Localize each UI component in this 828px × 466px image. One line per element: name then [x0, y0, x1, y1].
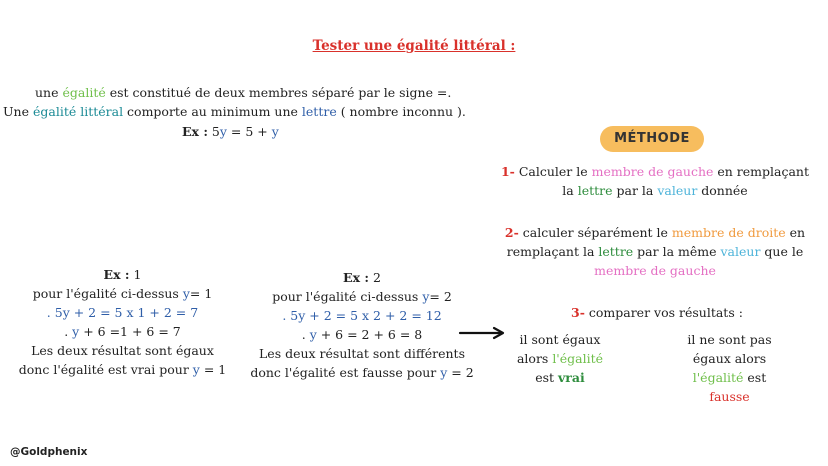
keyword-membre-gauche: membre de gauche: [591, 164, 714, 179]
text: .: [64, 324, 73, 339]
variable-y: y: [182, 286, 190, 301]
text: est: [535, 370, 559, 385]
author-signature: @Goldphenix: [10, 446, 88, 458]
text: par la: [612, 183, 658, 198]
method-step-2: [500, 223, 810, 280]
text: 5: [207, 124, 220, 139]
method-step-1: [500, 162, 810, 200]
keyword-fausse: fausse: [709, 389, 750, 404]
step-number: 3-: [571, 305, 585, 320]
keyword-egalite-litteral: égalité littéral: [32, 104, 124, 119]
text: Les deux résultat sont égaux: [31, 343, 214, 358]
methode-badge: MÉTHODE: [600, 126, 704, 152]
keyword-lettre: lettre: [577, 183, 613, 198]
keyword-lettre: lettre: [598, 244, 634, 259]
intro-line-2: [3, 102, 466, 121]
result-true: [505, 330, 615, 387]
result-false: [672, 330, 787, 406]
keyword-membre-gauche: membre de gauche: [594, 263, 716, 278]
variable-y: y: [271, 124, 279, 139]
keyword-valeur: valeur: [720, 244, 761, 259]
intro-line-1: [35, 83, 451, 102]
step-number: 2-: [504, 225, 519, 240]
method-step-3: [571, 303, 743, 322]
keyword-valeur: valeur: [657, 183, 698, 198]
keyword-egalite: égalité: [62, 85, 106, 100]
example-2: [247, 268, 477, 382]
text: en remplaçant: [713, 164, 810, 179]
variable-y: y: [440, 365, 448, 380]
keyword-membre-droite: membre de droite: [671, 225, 786, 240]
text: est constitué de deux membres séparé par le signe =.: [105, 85, 452, 100]
text: comporte au minimum une: [123, 104, 302, 119]
text: .: [301, 327, 310, 342]
text: pour l'égalité ci-dessus: [272, 289, 423, 304]
keyword-vrai: vrai: [558, 370, 585, 385]
variable-y: y: [72, 324, 80, 339]
text: = 2: [429, 289, 452, 304]
text: alors: [516, 351, 553, 366]
text: ( nombre inconnu ).: [336, 104, 466, 119]
text: donnée: [697, 183, 748, 198]
keyword-egalite: l'égalité: [552, 351, 604, 366]
text: il sont égaux: [519, 332, 601, 347]
page-title: Tester une égalité littéral :: [312, 38, 516, 54]
variable-y: y: [309, 327, 317, 342]
text: remplaçant la: [506, 244, 599, 259]
text: la: [562, 183, 578, 198]
variable-y: y: [219, 124, 227, 139]
example-label: Ex :: [182, 124, 208, 139]
left-member-calc: . 5y + 2 = 5 x 2 + 2 = 12: [282, 308, 442, 323]
text: Les deux résultat sont différents: [259, 346, 465, 361]
keyword-egalite: l'égalité: [692, 370, 744, 385]
text: = 2: [447, 365, 474, 380]
right-member-calc: + 6 =1 + 6 = 7: [79, 324, 181, 339]
example-1: [10, 265, 235, 379]
text: donc l'égalité est fausse pour: [250, 365, 441, 380]
keyword-lettre: lettre: [301, 104, 337, 119]
text: pour l'égalité ci-dessus: [32, 286, 183, 301]
text: calculer séparément le: [518, 225, 672, 240]
example-number: 1: [129, 267, 142, 282]
intro-example: [182, 122, 279, 141]
text: donc l'égalité est vrai pour: [18, 362, 193, 377]
variable-y: y: [422, 289, 430, 304]
text: = 1: [189, 286, 213, 301]
text: est: [743, 370, 767, 385]
text: il ne sont pas: [687, 332, 772, 347]
text: Une: [3, 104, 33, 119]
text: égaux alors: [692, 351, 767, 366]
variable-y: y: [192, 362, 200, 377]
text: comparer vos résultats :: [584, 305, 743, 320]
text: Calculer le: [514, 164, 592, 179]
example-label: Ex :: [343, 270, 369, 285]
left-member-calc: . 5y + 2 = 5 x 1 + 2 = 7: [46, 305, 199, 320]
example-number: 2: [369, 270, 381, 285]
example-label: Ex :: [103, 267, 130, 282]
text: une: [35, 85, 63, 100]
step-number: 1-: [500, 164, 515, 179]
text: en: [785, 225, 806, 240]
text: que le: [760, 244, 804, 259]
right-member-calc: + 6 = 2 + 6 = 8: [316, 327, 423, 342]
text: = 1: [199, 362, 227, 377]
text: = 5 +: [226, 124, 272, 139]
text: par la même: [633, 244, 721, 259]
